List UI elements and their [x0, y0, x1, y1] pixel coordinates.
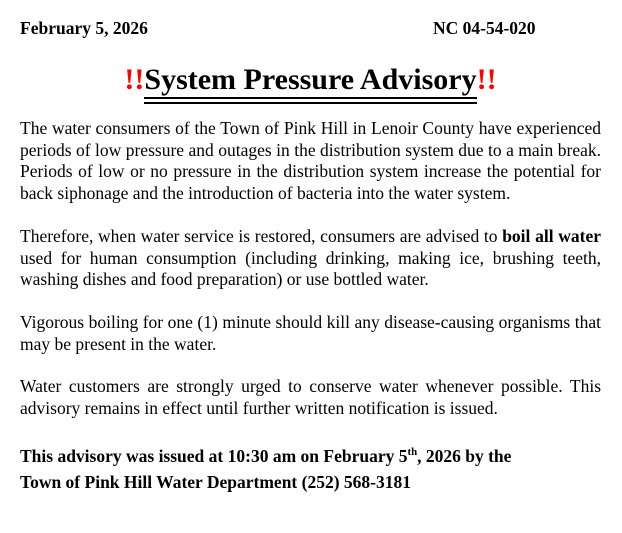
header-date: February 5, 2026 — [20, 18, 148, 38]
document-header — [20, 18, 601, 38]
issuance-line1-pre: This advisory was issued at 10:30 am on February 5 — [20, 445, 408, 466]
issuance-statement — [20, 443, 601, 495]
title-exclamation-suffix: !! — [476, 63, 497, 96]
paragraph-boiling-instructions: Vigorous boiling for one (1) minute should kill any disease-causing organisms that may be present in the water. — [20, 311, 601, 354]
paragraph-boil-pre: Therefore, when water service is restored, consumers are advised to — [20, 225, 503, 246]
paragraph-boil-advisory — [20, 226, 601, 291]
issuance-line1-post: , 2026 by the — [417, 445, 512, 466]
boil-all-water-bold: boil all water — [502, 225, 602, 246]
paragraph-boil-post: used for human consumption (including drinking, making ice, brushing teeth, washing dishes and food preparation) or use bottled water. — [20, 247, 601, 290]
page-title — [20, 63, 601, 97]
header-reference-number: NC 04-54-020 — [433, 18, 536, 38]
issuance-line2-department-phone: Town of Pink Hill Water Department (252) 568‑3181 — [20, 471, 411, 492]
paragraph-main-break: The water consumers of the Town of Pink Hill in Lenoir County have experienced periods of low pressure and outages in the distribution system due to a main break. Periods of low or no pressure in the distribution system increase the potential for back siphonage and the introduction of bacteria into the water system. — [20, 118, 601, 204]
paragraph-conserve-water: Water customers are strongly urged to conserve water whenever possible. This advisory remains in effect until further written notification is issued. — [20, 376, 601, 419]
title-text: System Pressure Advisory — [144, 63, 476, 104]
issuance-ordinal-superscript: th — [407, 445, 418, 458]
title-exclamation-prefix: !! — [124, 63, 145, 96]
